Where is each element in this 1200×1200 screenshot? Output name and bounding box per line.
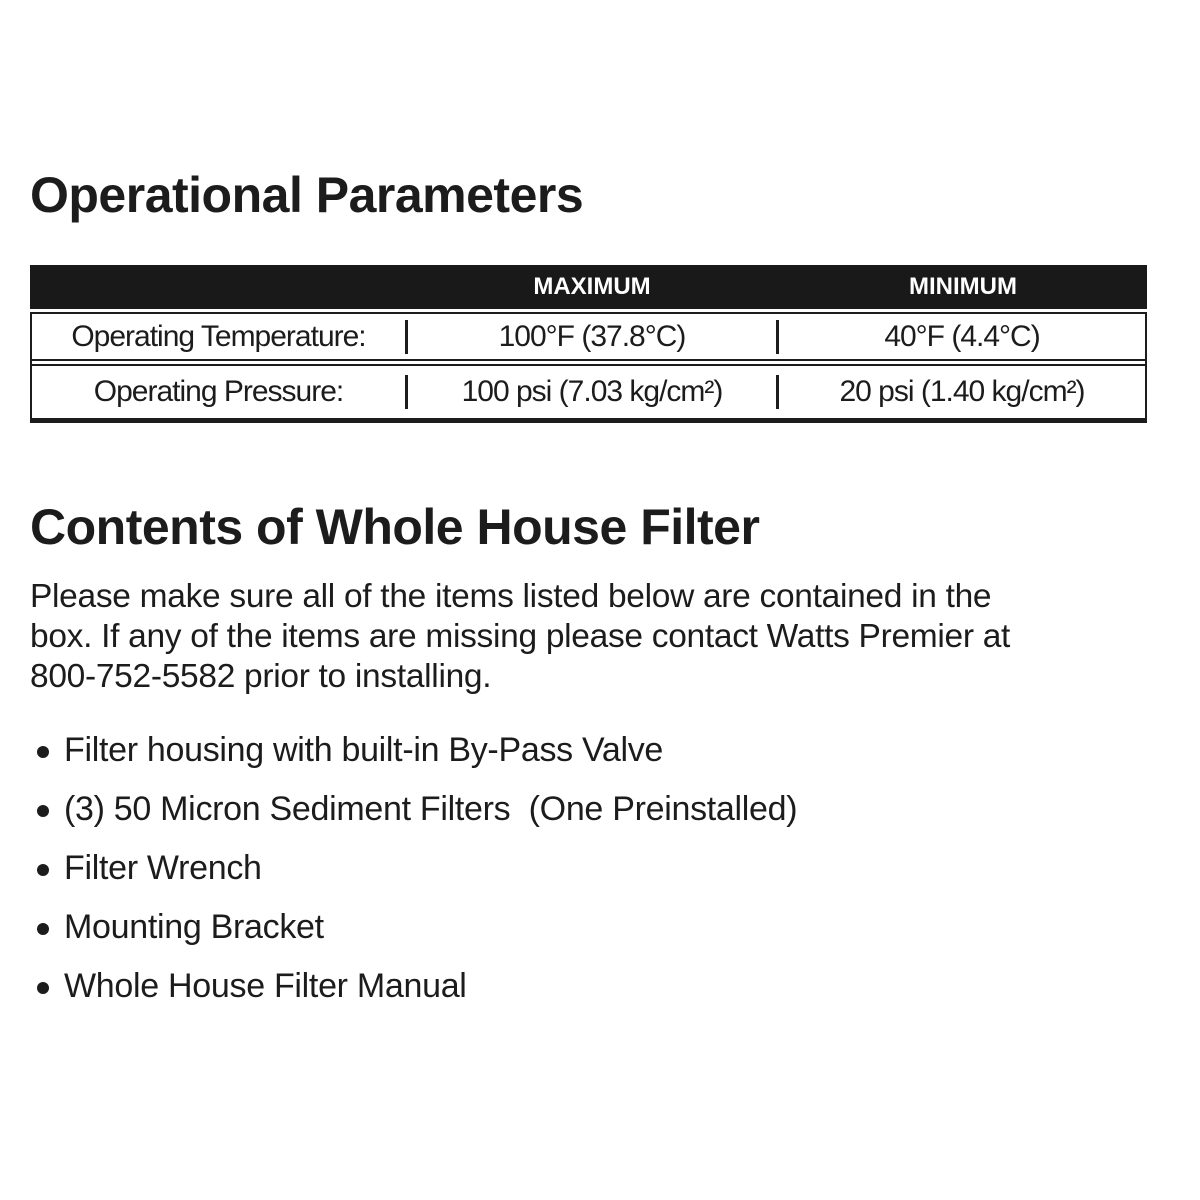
row-maximum-value: 100 psi (7.03 kg/cm²) — [405, 375, 776, 409]
paragraph-line: 800-752-5582 prior to installing. — [30, 658, 492, 695]
list-item — [30, 721, 797, 780]
table-row-operating-temperature — [32, 314, 1145, 366]
row-label: Operating Temperature: — [71, 319, 366, 353]
operational-parameters-table — [30, 265, 1147, 423]
row-label: Operating Pressure: — [93, 375, 344, 408]
list-item-label: (3) 50 Micron Sediment Filters (One Preinstalled) — [64, 790, 798, 828]
list-item-label: Mounting Bracket — [64, 908, 324, 946]
table-row-operating-pressure — [32, 366, 1145, 418]
table-body — [30, 312, 1147, 423]
list-item-label: Whole House Filter Manual — [64, 967, 467, 1005]
contents-section-title: Contents of Whole House Filter — [30, 499, 760, 555]
row-minimum-value: 40°F (4.4°C) — [776, 320, 1145, 354]
list-item — [30, 839, 797, 898]
list-item-label: Filter Wrench — [64, 849, 262, 887]
list-item — [30, 780, 797, 839]
bullet-icon — [37, 864, 49, 876]
operational-parameters-title: Operational Parameters — [30, 167, 584, 223]
paragraph-line: box. If any of the items are missing please contact Watts Premier at — [30, 618, 1011, 655]
bullet-icon — [37, 746, 49, 758]
paragraph-line: Please make sure all of the items listed below are contained in the — [30, 578, 992, 615]
list-item-label: Filter housing with built-in By-Pass Valve — [64, 731, 664, 769]
table-header-maximum: MAXIMUM — [533, 273, 651, 300]
contents-bullet-list — [30, 721, 797, 1016]
table-header-row — [30, 265, 1147, 309]
table-header-minimum: MINIMUM — [909, 273, 1017, 300]
row-maximum-value: 100°F (37.8°C) — [405, 320, 776, 354]
list-item — [30, 957, 797, 1016]
contents-intro-paragraph — [30, 577, 1010, 697]
bullet-icon — [37, 923, 49, 935]
bullet-icon — [37, 805, 49, 817]
bullet-icon — [37, 982, 49, 994]
list-item — [30, 898, 797, 957]
row-minimum-value: 20 psi (1.40 kg/cm²) — [776, 375, 1145, 409]
